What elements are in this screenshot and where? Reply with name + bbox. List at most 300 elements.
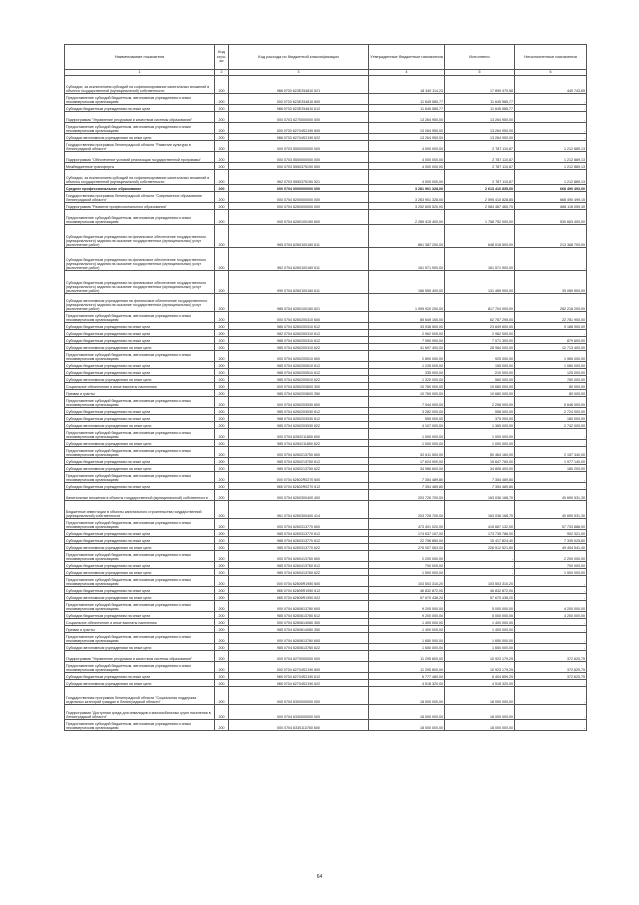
row-approved: 276 007 063,00 xyxy=(369,544,445,551)
row-line-code: 200 xyxy=(215,619,229,626)
column-number: 4 xyxy=(369,70,445,76)
row-budget-code: 985 0704 6260213750 622 xyxy=(229,465,369,472)
row-line-code: 200 xyxy=(215,105,229,112)
row-indicator-name: Капитальные вложения в объекты государственной (муниципальной) собственности xyxy=(65,490,215,501)
row-unexecuted: 7 339 025,60 xyxy=(515,537,587,544)
row-line-code: 200 xyxy=(215,472,229,483)
row-indicator-name: Предоставление субсидий бюджетным, автономным учреждениям и иным некоммерческим организациям xyxy=(65,472,215,483)
header-indicator-name: Наименование показателя xyxy=(65,45,215,70)
row-approved: 203 726 700,00 xyxy=(369,490,445,501)
row-line-code: 200 xyxy=(215,76,229,94)
row-executed: 23 849 600,00 xyxy=(445,323,515,330)
row-budget-code: 000 0704 6200000000 000 xyxy=(229,192,369,203)
table-row xyxy=(65,271,587,294)
row-executed: 2 787 110,87 xyxy=(445,141,515,152)
row-executed: 15 647 760,00 xyxy=(445,458,515,465)
table-row xyxy=(65,687,587,705)
row-executed: 163 036 168,70 xyxy=(445,501,515,519)
row-line-code: 200 xyxy=(215,376,229,383)
row-approved: 1 650 000,00 xyxy=(369,644,445,651)
row-executed: 62 787 295,00 xyxy=(445,312,515,323)
row-approved: 103 503 310,20 xyxy=(369,576,445,587)
row-unexecuted: 530 663 400,00 xyxy=(515,210,587,225)
row-line-code: 200 xyxy=(215,673,229,680)
row-executed: 50 464 160,00 xyxy=(445,447,515,458)
row-executed: 558 000,00 xyxy=(445,408,515,415)
row-indicator-name: Субсидии автономным учреждениям на иные цели xyxy=(65,680,215,687)
table-row xyxy=(65,569,587,576)
row-budget-code: 988 0704 6260200510 612 xyxy=(229,369,369,376)
row-line-code: 200 xyxy=(215,415,229,422)
row-line-code: 200 xyxy=(215,458,229,465)
row-indicator-name: Субсидии бюджетным учреждениям на финансовое обеспечение государственного (муниципального) задания на оказание государственных (муниципальных) услуг (выполнение работ) xyxy=(65,225,215,248)
row-line-code: 200 xyxy=(215,163,229,170)
row-unexecuted: 57 733 888,00 xyxy=(515,519,587,530)
row-line-code: 200 xyxy=(215,633,229,644)
row-indicator-name: Бюджетные инвестиции в объекты капитального строительства государственной (муниципальной) собственности xyxy=(65,501,215,519)
row-line-code: 200 xyxy=(215,152,229,163)
row-budget-code: 000 0703 62704S2190 600 xyxy=(229,123,369,134)
row-line-code: 200 xyxy=(215,530,229,537)
row-unexecuted: 440 743,65 xyxy=(515,76,587,94)
row-line-code: 200 xyxy=(215,720,229,731)
row-budget-code: 985 0704 6260613780 612 xyxy=(229,612,369,619)
row-unexecuted: 2 157 340,00 xyxy=(515,447,587,458)
row-executed: 2 584 487 460,70 xyxy=(445,203,515,210)
row-indicator-name: Предоставление субсидий бюджетным, автономным учреждениям и иным некоммерческим организациям xyxy=(65,576,215,587)
row-line-code: 200 xyxy=(215,440,229,447)
row-approved: 203 726 700,00 xyxy=(369,501,445,519)
row-indicator-name: Предоставление субсидий бюджетным, автономным учреждениям и иным некоммерческим организациям xyxy=(65,662,215,673)
row-indicator-name: Субсидии бюджетным учреждениям на иные цели xyxy=(65,483,215,490)
row-indicator-name: Предоставление субсидий бюджетным, автономным учреждениям и иным некоммерческим организациям xyxy=(65,397,215,408)
row-executed: 10 680 000,00 xyxy=(445,390,515,397)
table-row xyxy=(65,141,587,152)
table-row xyxy=(65,465,587,472)
table-body xyxy=(65,76,587,731)
row-approved: 18 000 000,00 xyxy=(369,705,445,720)
row-budget-code: 000 0704 62605R1950 600 xyxy=(229,576,369,587)
row-budget-code: 000 0704 6330113760 600 xyxy=(229,720,369,731)
row-indicator-name: Предоставление субсидий бюджетным, автономным учреждениям и иным некоммерческим организациям xyxy=(65,601,215,612)
row-budget-code: 985 0704 6260313770 612 xyxy=(229,530,369,537)
row-unexecuted: - xyxy=(515,626,587,633)
row-indicator-name: Субсидии бюджетным учреждениям на иные цели xyxy=(65,530,215,537)
table-row xyxy=(65,519,587,530)
row-unexecuted: 4 200 000,00 xyxy=(515,601,587,612)
row-approved: 2 890 000,00 xyxy=(369,351,445,362)
row-approved: 11 645 585,77 xyxy=(369,105,445,112)
row-unexecuted: 1 212 889,13 xyxy=(515,141,587,152)
row-executed: 161 571 900,00 xyxy=(445,248,515,271)
row-line-code: 200 xyxy=(215,626,229,633)
row-indicator-name: Предоставление субсидий бюджетным, автономным учреждениям и иным некоммерческим организациям xyxy=(65,210,215,225)
row-approved: 473 401 020,00 xyxy=(369,519,445,530)
row-budget-code: 985 0704 6260200510 622 xyxy=(229,376,369,383)
row-approved: 555 000,00 xyxy=(369,415,445,422)
table-row xyxy=(65,94,587,105)
row-line-code: 200 xyxy=(215,465,229,472)
row-indicator-name: Межбюджетные трансферты xyxy=(65,163,215,170)
row-executed: 10 923 179,25 xyxy=(445,651,515,662)
row-indicator-name: Субсидии автономным учреждениям на иные цели xyxy=(65,544,215,551)
table-row xyxy=(65,673,587,680)
table-row xyxy=(65,248,587,271)
row-budget-code: 985 0704 62704S2190 622 xyxy=(229,680,369,687)
row-line-code: 200 xyxy=(215,271,229,294)
row-indicator-name: Субсидии автономным учреждениям на иные цели xyxy=(65,440,215,447)
row-budget-code: 000 0704 6260203600 300 xyxy=(229,383,369,390)
row-budget-code: 985 0704 6260203930 622 xyxy=(229,422,369,429)
row-executed: 1 000 000,00 xyxy=(445,440,515,447)
row-approved: 3 252 605 520,00 xyxy=(369,203,445,210)
row-executed: 2 787 110,87 xyxy=(445,152,515,163)
row-budget-code: 000 0704 6260613760 600 xyxy=(229,633,369,644)
row-line-code: 200 xyxy=(215,490,229,501)
budget-table xyxy=(64,44,587,731)
row-budget-code: 000 0704 6260200510 600 xyxy=(229,351,369,362)
row-line-code: 200 xyxy=(215,170,229,185)
row-line-code: 200 xyxy=(215,705,229,720)
row-approved: 18 340 114,23 xyxy=(369,76,445,94)
table-row xyxy=(65,408,587,415)
row-approved: 1 000 000,00 xyxy=(369,440,445,447)
row-unexecuted: - xyxy=(515,94,587,105)
table-row xyxy=(65,383,587,390)
row-line-code: 200 xyxy=(215,134,229,141)
row-budget-code: 985 0704 62605R1950 612 xyxy=(229,587,369,594)
row-budget-code: 962 0704 6260100160 611 xyxy=(229,248,369,271)
table-row xyxy=(65,192,587,203)
row-executed: 2 787 110,87 xyxy=(445,170,515,185)
row-unexecuted: 1 977 140,00 xyxy=(515,458,587,465)
row-unexecuted: 80 000,00 xyxy=(515,383,587,390)
row-budget-code: 000 0704 6260200310 600 xyxy=(229,312,369,323)
row-approved: 3 281 901 328,00 xyxy=(369,185,445,192)
row-approved: 1 320 000,00 xyxy=(369,376,445,383)
row-line-code: 200 xyxy=(215,408,229,415)
row-budget-code: 982 0704 6260200310 612 xyxy=(229,330,369,337)
column-number: 3 xyxy=(229,70,369,76)
row-unexecuted: - xyxy=(515,633,587,644)
row-approved: 6 777 480,00 xyxy=(369,673,445,680)
row-indicator-name: Субсидии, за исключением субсидий на софинансирование капитальных вложений в объекты государственной (муниципальной) собственности xyxy=(65,76,215,94)
table-row xyxy=(65,619,587,626)
table-row xyxy=(65,185,587,192)
row-executed: 173 735 786,00 xyxy=(445,530,515,537)
row-executed: 13 264 950,00 xyxy=(445,123,515,134)
table-row xyxy=(65,163,587,170)
row-unexecuted: 80 000,00 xyxy=(515,390,587,397)
row-indicator-name: Подпрограмма "Управление ресурсами и качеством системы образования" xyxy=(65,112,215,123)
row-budget-code: 985 0704 62605R1950 622 xyxy=(229,594,369,601)
row-line-code: 200 xyxy=(215,294,229,312)
row-budget-code: 985 0704 6260203600 350 xyxy=(229,390,369,397)
row-executed: 18 000 000,00 xyxy=(445,720,515,731)
row-indicator-name: Государственная программа Ленинградской области "Развитие культуры в Ленинградской области" xyxy=(65,141,215,152)
budget-sheet xyxy=(64,44,586,731)
row-executed: 28 984 000,00 xyxy=(445,344,515,351)
row-budget-code: 000 0704 6270000000 000 xyxy=(229,651,369,662)
row-indicator-name: Субсидии бюджетным учреждениям на иные цели xyxy=(65,105,215,112)
row-executed: 13 264 950,00 xyxy=(445,112,515,123)
row-indicator-name: Социальное обеспечение и иные выплаты населению xyxy=(65,619,215,626)
header-unexecuted: Неисполненные назначения xyxy=(515,45,587,70)
row-executed: - xyxy=(445,551,515,562)
row-line-code: 200 xyxy=(215,203,229,210)
row-budget-code: 985 0704 6260200310 612 xyxy=(229,323,369,330)
row-approved: 9 200 000,00 xyxy=(369,601,445,612)
row-executed: 18 000 000,00 xyxy=(445,705,515,720)
row-budget-code: 985 0704 62704S2190 612 xyxy=(229,673,369,680)
row-unexecuted: - xyxy=(515,483,587,490)
row-approved: 11 295 800,00 xyxy=(369,651,445,662)
row-executed: 7 071 300,00 xyxy=(445,337,515,344)
row-approved: 11 645 585,77 xyxy=(369,94,445,105)
row-executed: 415 667 132,00 xyxy=(445,519,515,530)
row-line-code: 200 xyxy=(215,225,229,248)
row-executed: 1 650 000,00 xyxy=(445,633,515,644)
row-unexecuted: 668 490 499,15 xyxy=(515,192,587,203)
row-approved: 4 107 000,00 xyxy=(369,422,445,429)
row-approved: 10 760 000,00 xyxy=(369,383,445,390)
row-approved: 18 000 000,00 xyxy=(369,687,445,705)
row-indicator-name: Субсидии бюджетным учреждениям на иные цели xyxy=(65,587,215,594)
row-indicator-name: Субсидии автономным учреждениям на иные цели xyxy=(65,569,215,576)
row-executed: 925 000,00 xyxy=(445,351,515,362)
row-line-code: 200 xyxy=(215,644,229,651)
row-budget-code: 000 0704 6260100160 600 xyxy=(229,210,369,225)
table-row xyxy=(65,705,587,720)
row-approved: 174 637 107,00 xyxy=(369,530,445,537)
row-budget-code: 000 0703 6270000000 000 xyxy=(229,112,369,123)
row-line-code: 200 xyxy=(215,519,229,530)
row-executed: 18 000 000,00 xyxy=(445,687,515,705)
row-indicator-name: Предоставление субсидий бюджетным, автономным учреждениям и иным некоммерческим организациям xyxy=(65,551,215,562)
table-row xyxy=(65,112,587,123)
row-unexecuted: 372 620,75 xyxy=(515,662,587,673)
row-approved: 33 038 500,00 xyxy=(369,323,445,330)
row-line-code: 200 xyxy=(215,551,229,562)
row-approved: 7 950 900,00 xyxy=(369,337,445,344)
row-indicator-name: Субсидии автономным учреждениям на иные цели xyxy=(65,422,215,429)
table-row xyxy=(65,210,587,225)
row-budget-code: 988 0704 6260203930 612 xyxy=(229,415,369,422)
row-executed: 15 417 824,40 xyxy=(445,537,515,544)
row-unexecuted: 1 965 000,00 xyxy=(515,351,587,362)
row-indicator-name: Субсидии бюджетным учреждениям на иные цели xyxy=(65,537,215,544)
table-row xyxy=(65,390,587,397)
row-approved: 1 000 000,00 xyxy=(369,429,445,440)
row-indicator-name: Субсидии бюджетным учреждениям на иные цели xyxy=(65,337,215,344)
row-approved: 18 000 000,00 xyxy=(369,720,445,731)
row-indicator-name: Предоставление субсидий бюджетным, автономным учреждениям и иным некоммерческим организациям xyxy=(65,447,215,458)
row-unexecuted: 180 200,00 xyxy=(515,465,587,472)
row-budget-code: 985 0704 6260313770 622 xyxy=(229,544,369,551)
row-line-code: 200 xyxy=(215,312,229,323)
row-unexecuted: - xyxy=(515,330,587,337)
row-budget-code: 988 0703 623E254810 521 xyxy=(229,76,369,94)
row-budget-code: 985 0704 6260213750 612 xyxy=(229,458,369,465)
row-unexecuted: - xyxy=(515,112,587,123)
table-row xyxy=(65,351,587,362)
row-budget-code: 000 0703 5550375190 500 xyxy=(229,163,369,170)
row-unexecuted: - xyxy=(515,123,587,134)
row-unexecuted: - xyxy=(515,720,587,731)
table-row xyxy=(65,105,587,112)
row-indicator-name: Субсидии автономным учреждениям на иные цели xyxy=(65,134,215,141)
row-executed: 2 787 110,87 xyxy=(445,163,515,170)
row-indicator-name: Подпрограмма "Управление ресурсами и качеством системы образования" xyxy=(65,651,215,662)
row-indicator-name: Среднее профессиональное образование xyxy=(65,185,215,192)
row-approved: 3 282 000,00 xyxy=(369,408,445,415)
row-approved: 85 649 160,00 xyxy=(369,312,445,323)
row-budget-code: 000 0704 6260613780 600 xyxy=(229,601,369,612)
row-approved: 13 264 950,00 xyxy=(369,134,445,141)
header-approved: Утвержденные бюджетные назначения xyxy=(369,45,445,70)
row-line-code: 200 xyxy=(215,587,229,594)
table-row xyxy=(65,344,587,351)
row-executed: 7 354 489,80 xyxy=(445,472,515,483)
row-unexecuted: 2 200 000,00 xyxy=(515,551,587,562)
row-indicator-name: Премии и гранты xyxy=(65,626,215,633)
row-executed: - xyxy=(445,562,515,569)
row-executed: 226 512 521,60 xyxy=(445,544,515,551)
row-unexecuted: - xyxy=(515,587,587,594)
row-approved: 1 500 000,00 xyxy=(369,569,445,576)
row-budget-code: 985 0704 6260613760 622 xyxy=(229,644,369,651)
table-row xyxy=(65,294,587,312)
table-row xyxy=(65,490,587,501)
row-executed: - xyxy=(445,569,515,576)
row-unexecuted: - xyxy=(515,680,587,687)
row-budget-code: 985 0704 6260413760 622 xyxy=(229,569,369,576)
row-executed: 57 670 438,20 xyxy=(445,594,515,601)
row-indicator-name: Субсидии бюджетным учреждениям на иные цели xyxy=(65,673,215,680)
row-unexecuted: - xyxy=(515,687,587,705)
row-budget-code: 000 0704 62602R0270 600 xyxy=(229,472,369,483)
table-row xyxy=(65,76,587,94)
row-line-code: 200 xyxy=(215,562,229,569)
row-indicator-name: Субсидии бюджетным учреждениям на иные цели xyxy=(65,562,215,569)
row-line-code: 200 xyxy=(215,344,229,351)
row-budget-code: 961 0704 6260300400 414 xyxy=(229,501,369,519)
row-budget-code: 000 0703 5500000000 000 xyxy=(229,141,369,152)
row-unexecuted: 668 490 493,00 xyxy=(515,185,587,192)
table-row xyxy=(65,376,587,383)
table-row xyxy=(65,337,587,344)
row-unexecuted: - xyxy=(515,429,587,440)
row-executed: 1 758 752 000,00 xyxy=(445,210,515,225)
row-line-code: 200 xyxy=(215,390,229,397)
row-unexecuted: 879 600,00 xyxy=(515,337,587,344)
table-row xyxy=(65,225,587,248)
row-line-code: 200 xyxy=(215,422,229,429)
row-line-code: 200 xyxy=(215,594,229,601)
row-unexecuted: - xyxy=(515,134,587,141)
table-row xyxy=(65,458,587,465)
table-row xyxy=(65,472,587,483)
table-row xyxy=(65,562,587,569)
row-line-code: 200 xyxy=(215,501,229,519)
row-line-code: 200 xyxy=(215,351,229,362)
row-unexecuted: - xyxy=(515,619,587,626)
row-approved: 13 264 950,00 xyxy=(369,112,445,123)
table-row xyxy=(65,651,587,662)
row-executed: 375 000,00 xyxy=(445,415,515,422)
row-line-code: 200 xyxy=(215,569,229,576)
row-budget-code: 985 0704 6260413760 612 xyxy=(229,562,369,569)
row-indicator-name: Подпрограмма "Обеспечение условий реализации государственной программы" xyxy=(65,152,215,163)
row-indicator-name: Подпрограмма "Доступная среда для инвалидов и маломобильных групп населения в Ленинградской области" xyxy=(65,705,215,720)
row-indicator-name: Предоставление субсидий бюджетным, автономным учреждениям и иным некоммерческим организациям xyxy=(65,94,215,105)
row-budget-code: 000 0704 6300000000 000 xyxy=(229,687,369,705)
row-approved: 17 624 900,00 xyxy=(369,458,445,465)
row-line-code: 200 xyxy=(215,429,229,440)
row-unexecuted: - xyxy=(515,472,587,483)
row-budget-code: 000 0704 6260413760 600 xyxy=(229,551,369,562)
header-budget-code: Код расхода по бюджетной классификации xyxy=(229,45,369,70)
row-line-code: 200 xyxy=(215,123,229,134)
row-indicator-name: Субсидии бюджетным учреждениям на иные цели xyxy=(65,408,215,415)
row-executed: 1 650 000,00 xyxy=(445,644,515,651)
row-indicator-name: Предоставление субсидий бюджетным, автономным учреждениям и иным некоммерческим организациям xyxy=(65,312,215,323)
row-executed: 1 400 000,00 xyxy=(445,619,515,626)
row-unexecuted: 1 500 000,00 xyxy=(515,569,587,576)
row-approved: 166 555 400,00 xyxy=(369,271,445,294)
table-row xyxy=(65,587,587,594)
row-executed: 817 704 000,00 xyxy=(445,294,515,312)
row-budget-code: 985 0704 6260211850 622 xyxy=(229,440,369,447)
row-indicator-name: Предоставление субсидий бюджетным, автономным учреждениям и иным некоммерческим организациям xyxy=(65,519,215,530)
row-line-code: 200 xyxy=(215,651,229,662)
row-budget-code: 962 0703 5550375190 521 xyxy=(229,170,369,185)
row-unexecuted: 4 200 000,00 xyxy=(515,612,587,619)
row-executed: 46 832 872,00 xyxy=(445,587,515,594)
table-row xyxy=(65,440,587,447)
row-approved: 700 000,00 xyxy=(369,562,445,569)
row-unexecuted: 1 212 889,13 xyxy=(515,163,587,170)
row-approved: 7 354 489,80 xyxy=(369,472,445,483)
row-line-code: 200 xyxy=(215,544,229,551)
header-row xyxy=(65,45,587,70)
row-unexecuted: 668 118 059,30 xyxy=(515,203,587,210)
row-executed: 131 465 900,00 xyxy=(445,271,515,294)
row-approved: 13 264 950,00 xyxy=(369,123,445,134)
table-row xyxy=(65,483,587,490)
row-approved: 3 263 901 328,00 xyxy=(369,192,445,203)
row-executed: 17 899 370,58 xyxy=(445,76,515,94)
row-line-code: 200 xyxy=(215,330,229,337)
row-budget-code: 988 0704 6260313770 612 xyxy=(229,537,369,544)
row-budget-code: 000 0704 6260313770 600 xyxy=(229,519,369,530)
row-unexecuted: 2 742 000,00 xyxy=(515,422,587,429)
table-row xyxy=(65,203,587,210)
row-indicator-name: Субсидии бюджетным учреждениям на иные цели xyxy=(65,323,215,330)
row-line-code: 200 xyxy=(215,397,229,408)
row-line-code: 200 xyxy=(215,112,229,123)
row-approved: 11 295 800,00 xyxy=(369,662,445,673)
table-row xyxy=(65,415,587,422)
row-line-code: 200 xyxy=(215,447,229,458)
row-indicator-name: Субсидии автономным учреждениям на иные цели xyxy=(65,465,215,472)
row-indicator-name: Предоставление субсидий бюджетным, автономным учреждениям и иным некоммерческим организациям xyxy=(65,633,215,644)
row-unexecuted: 5 646 000,00 xyxy=(515,397,587,408)
page-number: 64 xyxy=(316,874,323,880)
row-unexecuted: 125 000,00 xyxy=(515,369,587,376)
row-approved: 1 400 000,00 xyxy=(369,626,445,633)
row-unexecuted: - xyxy=(515,705,587,720)
